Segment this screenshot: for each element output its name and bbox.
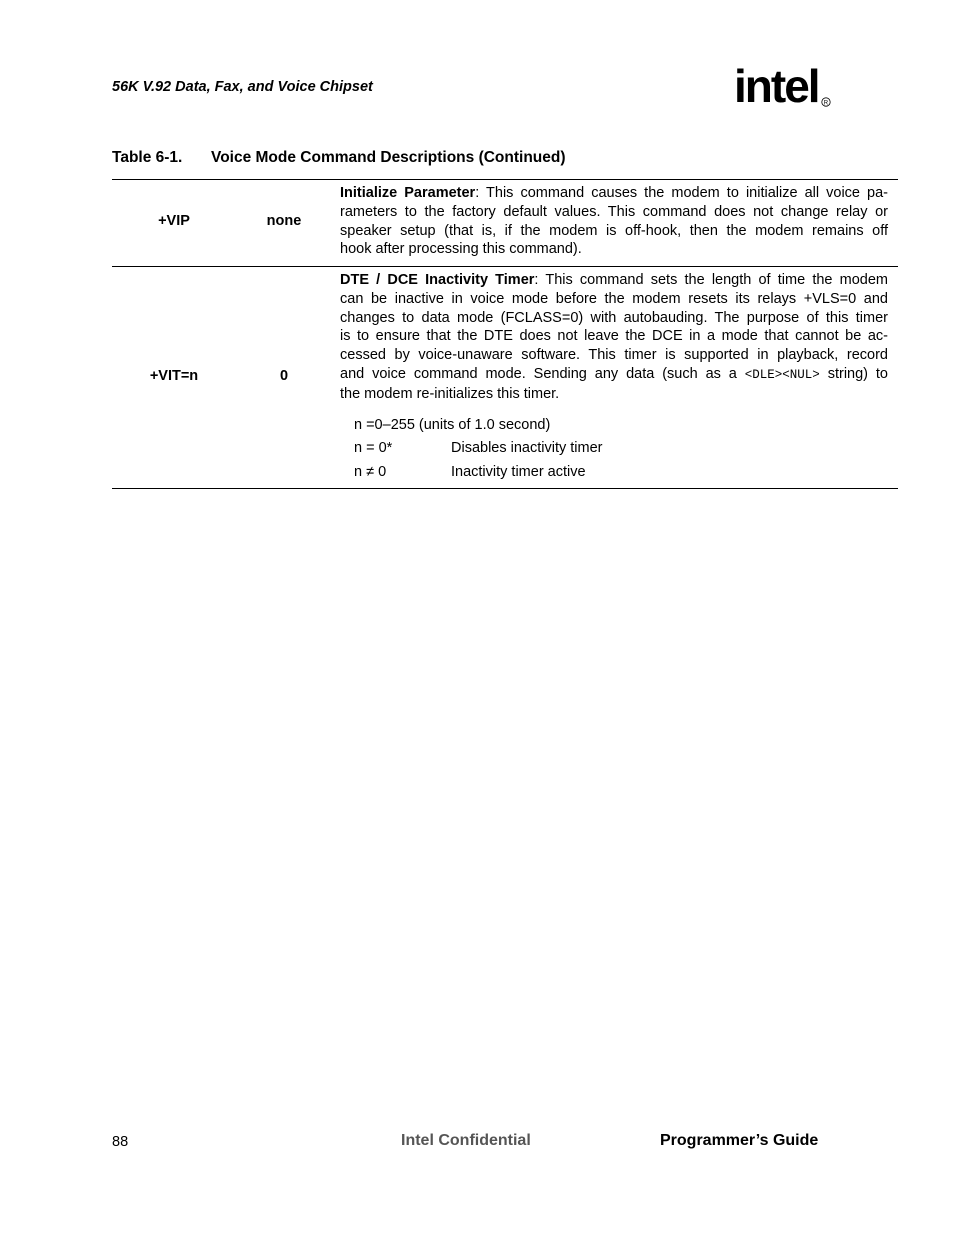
table-row-divider [112,266,898,267]
description-line: speaker setup (that is, if the modem is off-hook, then the modem remains off [340,222,888,239]
dle-nul-code: <DLE><NUL> [744,367,820,382]
table-top-rule [112,179,898,180]
description-line: and voice command mode. Sending any data (such as a <DLE><NUL> string) to [340,365,888,382]
table-caption-number: Table 6-1. [112,149,183,166]
param-range: n =0–255 (units of 1.0 second) [354,417,551,433]
intel-logo-text: intel [734,60,819,112]
table-caption-title: Voice Mode Command Descriptions (Continued) [211,149,566,166]
table-caption [112,149,566,167]
description-line: DTE / DCE Inactivity Timer: This command sets the length of time the modem [340,272,888,288]
intel-logo [732,60,836,118]
description-line: rameters to the factory default values. This command does not change relay or [340,203,888,220]
description-line: can be inactive in voice mode before the modem resets its relays +VLS=0 and [340,290,888,307]
table-row-default: 0 [279,368,289,384]
param-value: n ≠ 0 [354,464,387,480]
registered-mark-letter: R [823,100,829,107]
table-row-default: none [266,213,302,229]
table-row-command: +VIT=n [149,368,199,384]
description-line: changes to data mode (FCLASS=0) with autobauding. The purpose of this timer [340,309,888,326]
description-line: is to ensure that the DTE does not leave the DCE in a mode that cannot be ac- [340,328,888,345]
description-line: the modem re-initializes this timer. [340,385,560,402]
param-value: n = 0* [354,440,393,456]
footer-confidential: Intel Confidential [401,1132,531,1149]
table-bottom-rule [112,488,898,489]
table-row-description [340,184,888,259]
description-line: hook after processing this command). [340,241,582,258]
footer-guide-title: Programmer’s Guide [660,1132,819,1149]
param-meaning: Inactivity timer active [451,464,586,480]
description-line: Initialize Parameter: This command causes the modem to initialize all voice pa- [340,185,889,201]
page-number: 88 [112,1134,129,1150]
description-title: DTE / DCE Inactivity Timer [340,272,535,288]
description-title: Initialize Parameter [340,185,476,201]
description-line: cessed by voice-unaware software. This timer is supported in playback, record [340,347,888,364]
table-row-command: +VIP [158,213,190,229]
document-title: 56K V.92 Data, Fax, and Voice Chipset [112,79,373,95]
table-row-description [340,271,888,404]
param-meaning: Disables inactivity timer [451,440,603,456]
